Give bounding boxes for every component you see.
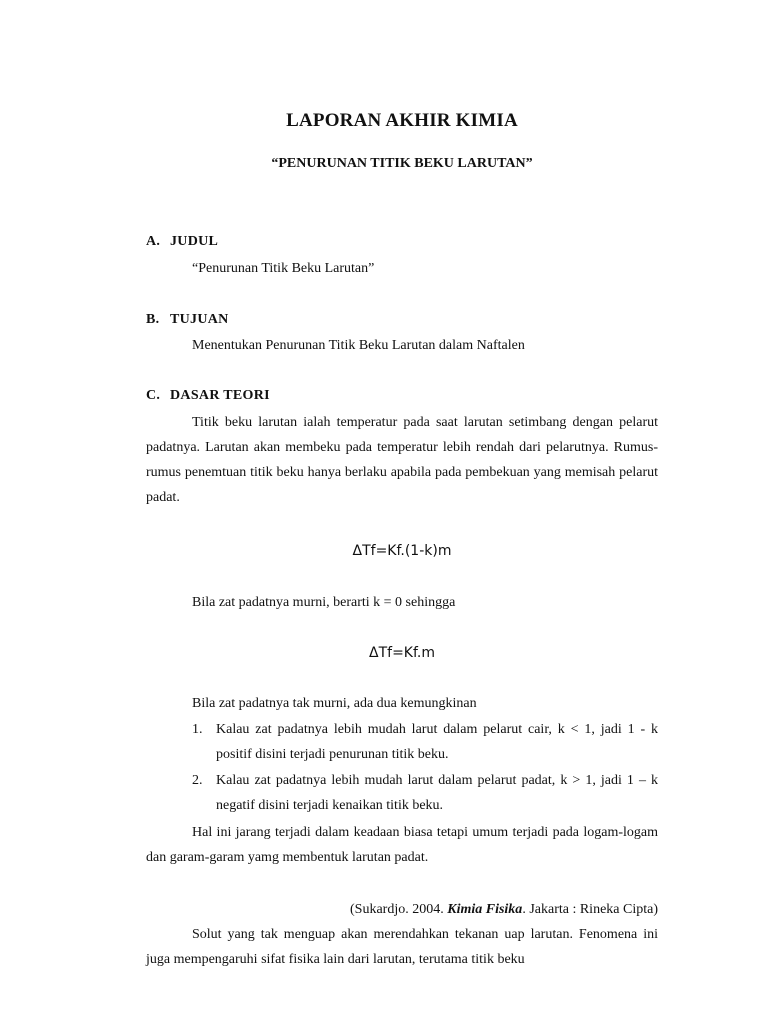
formula-freezing-point-impure: ΔTf=Kf.(1-k)m [352,543,452,559]
section-b-label: TUJUAN [170,312,229,327]
section-a-heading [146,234,218,250]
section-a-content: “Penurunan Titik Beku Larutan” [192,261,375,276]
section-b-heading [146,312,229,328]
section-b-content: Menentukan Penurunan Titik Beku Larutan dalam Naftalen [192,338,525,353]
citation-prefix: (Sukardjo. 2004. [350,902,448,917]
section-c-heading [146,388,270,404]
citation-suffix: . Jakarta : Rineka Cipta) [522,902,658,917]
list-marker: 2. [192,773,203,788]
paragraph-definition [146,410,658,510]
paragraph-nonvolatile-solute-text: Solut yang tak menguap akan merendahkan tekanan uap larutan. Fenomena ini juga mempengaruhi sifat fisika lain dari larutan, terutama titik beku [146,927,658,967]
list-item-text: Kalau zat padatnya lebih mudah larut dalam pelarut cair, k < 1, jadi 1 - k positif disini terjadi penurunan titik beku. [216,722,658,762]
impure-solid-statement: Bila zat padatnya tak murni, ada dua kemungkinan [192,696,477,711]
list-marker: 1. [192,722,203,737]
section-a-number: A. [146,234,161,249]
section-a-label: JUDUL [170,234,219,249]
paragraph-nonvolatile-solute [146,922,658,972]
list-item-text: Kalau zat padatnya lebih mudah larut dalam pelarut padat, k > 1, jadi 1 – k negatif disini terjadi kenaikan titik beku. [216,773,658,813]
document-subtitle: “PENURUNAN TITIK BEKU LARUTAN” [271,156,533,171]
list-item [192,717,658,767]
paragraph-solid-solutions [146,820,658,870]
citation [146,902,658,918]
section-c-number: C. [146,388,161,403]
document-title: LAPORAN AKHIR KIMIA [286,110,518,131]
paragraph-solid-solutions-text: Hal ini jarang terjadi dalam keadaan biasa tetapi umum terjadi pada logam-logam dan garam-garam yamg membentuk larutan padat. [146,825,658,865]
pure-solid-statement: Bila zat padatnya murni, berarti k = 0 sehingga [192,595,456,610]
list-item [192,768,658,818]
formula-freezing-point-pure: ΔTf=Kf.m [369,645,435,661]
paragraph-definition-text: Titik beku larutan ialah temperatur pada saat larutan setimbang dengan pelarut padatnya. Larutan akan membeku pada temperatur lebih rendah dari pelarutnya. Rumus-rumus penemtuan titik beku hanya berlaku apabila pada pembekuan yang memisah pelarut padat. [146,415,658,505]
section-b-number: B. [146,312,160,327]
section-c-label: DASAR TEORI [170,388,270,403]
citation-book-title: Kimia Fisika [447,902,523,917]
